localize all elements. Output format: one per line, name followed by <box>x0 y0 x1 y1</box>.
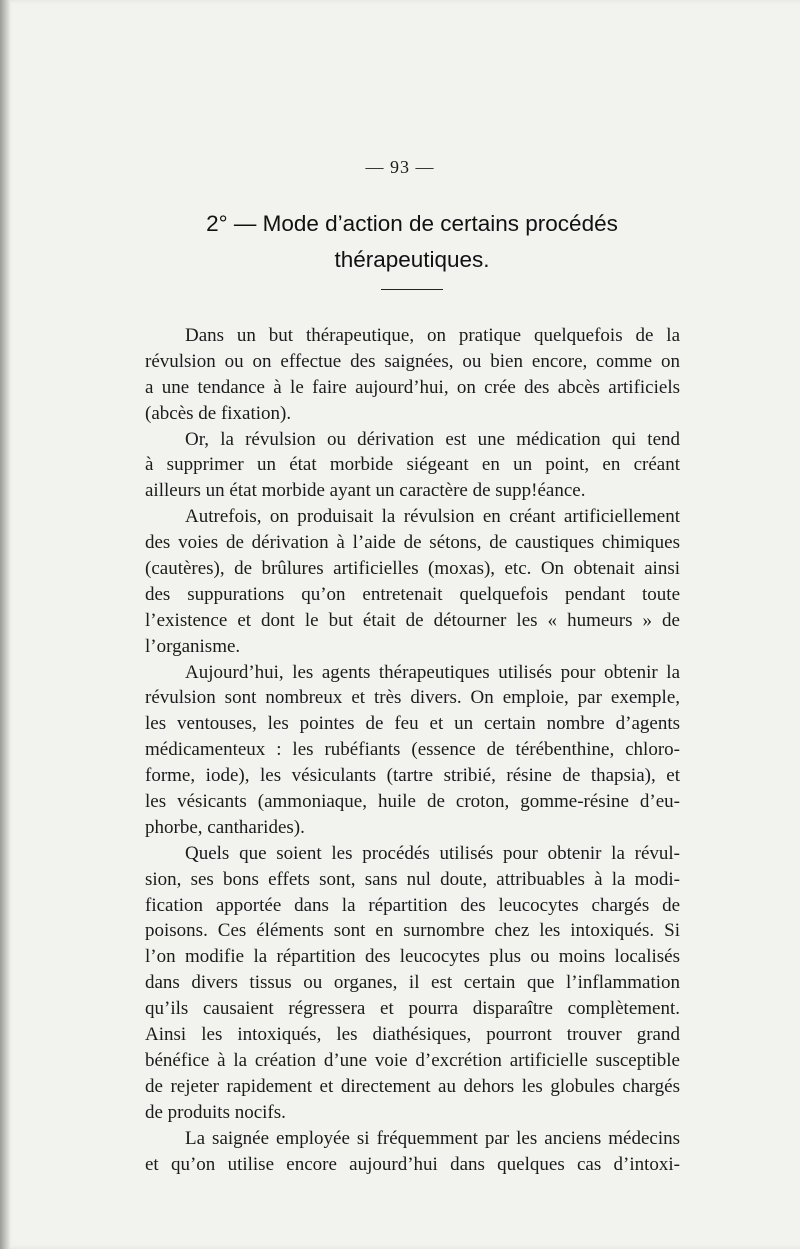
section-title <box>150 206 674 278</box>
paragraph-line: de produits nocifs. <box>145 1101 286 1123</box>
title-divider-rule <box>381 289 443 290</box>
paragraph-line: a une tendance à le faire aujourd’hui, on crée des abcès artificiels <box>145 376 680 398</box>
paragraph-line: les ventouses, les pointes de feu et un certain nombre d’agents <box>145 713 680 735</box>
paragraph-line: fication apportée dans la répartition des leucocytes chargés de <box>145 894 680 916</box>
paragraph <box>145 841 680 1126</box>
paragraph-line: révulsion ou on effectue des saignées, ou bien encore, comme on <box>145 350 680 372</box>
paragraph <box>145 427 680 505</box>
paragraph-line: l’on modifie la répartition des leucocytes plus ou moins localisés <box>145 946 680 968</box>
paragraph-line: Or, la révulsion ou dérivation est une médication qui tend <box>185 428 680 450</box>
paragraph-line: révulsion sont nombreux et très divers. On emploie, par exemple, <box>145 687 680 709</box>
page-binding-shadow <box>0 0 10 1249</box>
paragraph-line: ailleurs un état morbide ayant un caractère de supp!éance. <box>145 480 586 502</box>
paragraph-line: sion, ses bons effets sont, sans nul doute, attribuables à la modi- <box>145 868 680 890</box>
paragraph-line: médicamenteux : les rubéfiants (essence de térébenthine, chloro- <box>145 739 680 761</box>
page-number: — 93 — <box>365 157 435 177</box>
paragraph-line: La saignée employée si fréquemment par les anciens médecins <box>185 1127 680 1149</box>
paragraph-line: bénéfice à la création d’une voie d’excrétion artificielle susceptible <box>145 1049 680 1071</box>
paragraph-line: des voies de dérivation à l’aide de sétons, de caustiques chimiques <box>145 532 680 554</box>
paragraph-line: Quels que soient les procédés utilisés pour obtenir la révul- <box>185 842 680 864</box>
paragraph-line: dans divers tissus ou organes, il est certain que l’inflammation <box>145 972 680 994</box>
paragraph-line: de rejeter rapidement et directement au dehors les globules chargés <box>145 1075 680 1097</box>
paragraph-line: à supprimer un état morbide siégeant en un point, en créant <box>145 454 680 476</box>
paragraph-line: les vésicants (ammoniaque, huile de croton, gomme-résine d’eu- <box>145 791 680 813</box>
paragraph <box>145 504 680 659</box>
paragraph-line: Ainsi les intoxiqués, les diathésiques, pourront trouver grand <box>145 1024 680 1046</box>
section-title-line-1: 2° — Mode d’action de certains procédés <box>206 211 618 236</box>
paragraph-line: qu’ils causaient régressera et pourra disparaître complètement. <box>145 998 680 1020</box>
paragraph-line: phorbe, cantharides). <box>145 816 305 838</box>
paragraph <box>145 660 680 841</box>
paragraph-line: Dans un but thérapeutique, on pratique quelquefois de la <box>185 325 680 346</box>
paragraph-line: Autrefois, on produisait la révulsion en créant artificiellement <box>185 506 680 528</box>
paragraph <box>145 323 680 427</box>
paragraph-line: forme, iode), les vésiculants (tartre stribié, résine de thapsia), et <box>145 765 680 787</box>
paragraph <box>145 1126 680 1178</box>
paragraph-line: l’existence et dont le but était de détourner les « humeurs » de <box>145 609 680 631</box>
paragraph-line: poisons. Ces éléments sont en surnombre chez les intoxiqués. Si <box>145 920 680 942</box>
body-text <box>145 323 680 1177</box>
paragraph-line: (cautères), de brûlures artificielles (moxas), etc. On obtenait ainsi <box>145 558 680 580</box>
paragraph-line: et qu’on utilise encore aujourd’hui dans quelques cas d’intoxi- <box>145 1153 680 1175</box>
paragraph-line: des suppurations qu’on entretenait quelquefois pendant toute <box>145 583 680 605</box>
paragraph-line: l’organisme. <box>145 635 241 657</box>
paragraph-line: (abcès de fixation). <box>145 402 292 424</box>
paragraph-line: Aujourd’hui, les agents thérapeutiques utilisés pour obtenir la <box>185 661 680 683</box>
section-title-line-2: thérapeutiques. <box>334 247 490 272</box>
